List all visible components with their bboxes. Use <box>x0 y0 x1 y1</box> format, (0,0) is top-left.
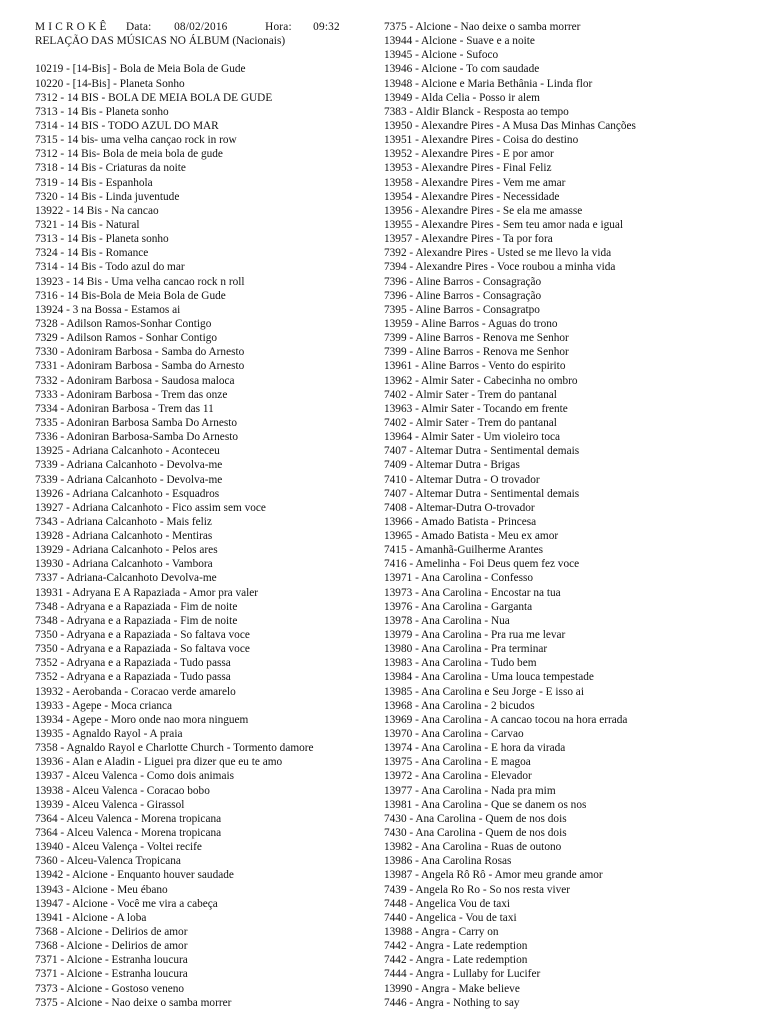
song-entry: 13930 - Adriana Calcanhoto - Vambora <box>35 558 213 571</box>
song-entry: 7339 - Adriana Calcanhoto - Devolva-me <box>35 473 223 486</box>
song-entry: 7375 - Alcione - Nao deixe o samba morrer <box>384 21 581 33</box>
report-header <box>35 20 340 34</box>
song-entry: 13980 - Ana Carolina - Pra terminar <box>384 643 548 656</box>
song-entry: 7446 - Angra - Nothing to say <box>384 996 520 1009</box>
song-entry: 13961 - Aline Barros - Vento do espirito <box>384 360 566 373</box>
song-entry: 13969 - Ana Carolina - A cancao tocou na hora errada <box>384 713 628 726</box>
song-entry: 7399 - Aline Barros - Renova me Senhor <box>384 332 569 345</box>
song-entry: 13931 - Adryana E A Rapaziada - Amor pra valer <box>35 586 259 599</box>
song-entry: 13929 - Adriana Calcanhoto - Pelos ares <box>35 544 218 557</box>
song-entry: 7321 - 14 Bis - Natural <box>35 218 140 231</box>
left-column <box>35 20 340 1010</box>
song-entry: 13959 - Aline Barros - Aguas do trono <box>384 317 558 330</box>
right-column <box>384 20 636 1010</box>
song-entry: 7364 - Alceu Valenca - Morena tropicana <box>35 827 222 840</box>
song-entry: 13977 - Ana Carolina - Nada pra mim <box>384 784 556 797</box>
song-entry: 7360 - Alceu-Valenca Tropicana <box>35 855 181 868</box>
song-entry: 7316 - 14 Bis-Bola de Meia Bola de Gude <box>35 289 226 302</box>
song-entry: 7368 - Alcione - Delirios de amor <box>35 926 188 938</box>
song-entry: 13926 - Adriana Calcanhoto - Esquadros <box>35 487 220 500</box>
song-entry: 7352 - Adryana e a Rapaziada - Tudo passa <box>35 671 231 684</box>
song-entry: 7399 - Aline Barros - Renova me Senhor <box>384 346 569 359</box>
song-entry: 7442 - Angra - Late redemption <box>384 954 528 967</box>
song-entry: 13968 - Ana Carolina - 2 bicudos <box>384 699 535 712</box>
song-entry: 7313 - 14 Bis - Planeta sonho <box>35 105 169 118</box>
song-entry: 13988 - Angra - Carry on <box>384 926 499 938</box>
song-entry: 13946 - Alcione - To com saudade <box>384 63 540 76</box>
time-label: Hora: <box>265 21 292 33</box>
song-entry: 7430 - Ana Carolina - Quem de nos dois <box>384 827 567 840</box>
song-entry: 13940 - Alceu Valença - Voltei recife <box>35 841 202 854</box>
song-entry: 7343 - Adriana Calcanhoto - Mais feliz <box>35 515 212 528</box>
song-entry: 13935 - Agnaldo Rayol - A praia <box>35 728 183 741</box>
song-entry: 7350 - Adryana e a Rapaziada - So faltava voce <box>35 629 250 642</box>
song-entry: 7314 - 14 BIS - TODO AZUL DO MAR <box>35 119 219 132</box>
song-entry: 7339 - Adriana Calcanhoto - Devolva-me <box>35 459 223 472</box>
song-entry: 7407 - Altemar Dutra - Sentimental demais <box>384 445 580 458</box>
song-entry: 7314 - 14 Bis - Todo azul do mar <box>35 261 185 274</box>
song-entry: 13936 - Alan e Aladin - Liguei pra dizer que eu te amo <box>35 756 283 769</box>
song-entry: 13954 - Alexandre Pires - Necessidade <box>384 190 560 203</box>
song-entry: 13972 - Ana Carolina - Elevador <box>384 770 532 783</box>
song-entry: 13970 - Ana Carolina - Carvao <box>384 728 524 741</box>
song-entry: 7392 - Alexandre Pires - Usted se me llevo la vida <box>384 247 612 260</box>
song-entry: 13949 - Alda Celia - Posso ir alem <box>384 91 540 104</box>
song-entry: 7348 - Adryana e a Rapaziada - Fim de noite <box>35 600 238 613</box>
song-entry: 7383 - Aldir Blanck - Resposta ao tempo <box>384 105 569 118</box>
song-entry: 7324 - 14 Bis - Romance <box>35 247 149 260</box>
song-entry: 13983 - Ana Carolina - Tudo bem <box>384 657 537 670</box>
song-entry: 7312 - 14 Bis- Bola de meia bola de gude <box>35 148 223 161</box>
song-entry: 13928 - Adriana Calcanhoto - Mentiras <box>35 530 213 543</box>
song-entry: 13963 - Almir Sater - Tocando em frente <box>384 402 568 415</box>
song-entry: 7394 - Alexandre Pires - Voce roubou a minha vida <box>384 261 616 274</box>
song-entry: 7409 - Altemar Dutra - Brigas <box>384 459 520 472</box>
song-entry: 13971 - Ana Carolina - Confesso <box>384 572 534 585</box>
song-entry: 13957 - Alexandre Pires - Ta por fora <box>384 233 553 246</box>
song-entry: 13953 - Alexandre Pires - Final Feliz <box>384 162 552 175</box>
song-entry: 7364 - Alceu Valenca - Morena tropicana <box>35 812 222 825</box>
song-entry: 7368 - Alcione - Delirios de amor <box>35 940 188 953</box>
song-entry: 13981 - Ana Carolina - Que se danem os nos <box>384 798 587 811</box>
song-entry: 7331 - Adoniram Barbosa - Samba do Arnesto <box>35 360 245 373</box>
left-song-list <box>35 62 340 1009</box>
song-entry: 7407 - Altemar Dutra - Sentimental demais <box>384 487 580 500</box>
date-label: Data: <box>126 21 152 33</box>
song-entry: 13942 - Alcione - Enquanto houver saudade <box>35 869 234 882</box>
song-entry: 13962 - Almir Sater - Cabecinha no ombro <box>384 374 578 387</box>
song-entry: 13924 - 3 na Bossa - Estamos ai <box>35 303 181 316</box>
song-entry: 13990 - Angra - Make believe <box>384 982 520 995</box>
song-entry: 13985 - Ana Carolina e Seu Jorge - E isso ai <box>384 685 584 698</box>
song-entry: 13933 - Agepe - Moca crianca <box>35 699 173 712</box>
song-entry: 13951 - Alexandre Pires - Coisa do destino <box>384 134 579 147</box>
song-entry: 7375 - Alcione - Nao deixe o samba morrer <box>35 996 232 1009</box>
song-entry: 13955 - Alexandre Pires - Sem teu amor nada e igual <box>384 218 624 231</box>
song-entry: 7352 - Adryana e a Rapaziada - Tudo passa <box>35 657 231 670</box>
song-entry: 13958 - Alexandre Pires - Vem me amar <box>384 176 566 189</box>
song-entry: 13934 - Agepe - Moro onde nao mora ninguem <box>35 713 249 726</box>
brand: M I C R O K Ê <box>35 21 107 33</box>
time-value: 09:32 <box>313 21 340 33</box>
song-entry: 7348 - Adryana e a Rapaziada - Fim de noite <box>35 614 238 627</box>
song-entry: 13986 - Ana Carolina Rosas <box>384 855 512 868</box>
song-entry: 13937 - Alceu Valenca - Como dois animais <box>35 770 235 783</box>
song-entry: 13987 - Angela Rô Rô - Amor meu grande amor <box>384 869 603 882</box>
song-entry: 7350 - Adryana e a Rapaziada - So faltava voce <box>35 643 250 656</box>
song-entry: 7440 - Angelica - Vou de taxi <box>384 911 517 924</box>
song-entry: 7373 - Alcione - Gostoso veneno <box>35 982 185 995</box>
song-entry: 13947 - Alcione - Você me vira a cabeça <box>35 897 218 910</box>
song-entry: 7416 - Amelinha - Foi Deus quem fez voce <box>384 558 580 571</box>
song-entry: 7396 - Aline Barros - Consagração <box>384 275 542 288</box>
right-song-list <box>384 20 636 1010</box>
song-entry: 7395 - Aline Barros - Consagratpo <box>384 303 540 316</box>
song-entry: 13975 - Ana Carolina - E magoa <box>384 756 531 769</box>
song-entry: 13943 - Alcione - Meu ébano <box>35 883 168 896</box>
song-entry: 7336 - Adoniran Barbosa-Samba Do Arnesto <box>35 431 238 444</box>
song-entry: 13944 - Alcione - Suave e a noite <box>384 35 535 48</box>
song-entry: 13948 - Alcione e Maria Bethânia - Linda flor <box>384 77 593 90</box>
spacer <box>35 48 340 62</box>
song-entry: 7320 - 14 Bis - Linda juventude <box>35 190 180 203</box>
song-entry: 7333 - Adoniram Barbosa - Trem das onze <box>35 388 228 401</box>
song-entry: 7335 - Adoniran Barbosa Samba Do Arnesto <box>35 416 238 429</box>
song-entry: 7315 - 14 bis- uma velha cançao rock in row <box>35 134 237 147</box>
song-entry: 13927 - Adriana Calcanhoto - Fico assim sem voce <box>35 501 266 514</box>
song-entry: 13939 - Alceu Valenca - Girassol <box>35 798 185 811</box>
song-entry: 13974 - Ana Carolina - E hora da virada <box>384 742 566 755</box>
song-entry: 7410 - Altemar Dutra - O trovador <box>384 473 540 486</box>
song-entry: 13973 - Ana Carolina - Encostar na tua <box>384 586 561 599</box>
song-entry: 13941 - Alcione - A loba <box>35 911 147 924</box>
song-entry: 13979 - Ana Carolina - Pra rua me levar <box>384 629 566 642</box>
song-entry: 7358 - Agnaldo Rayol e Charlotte Church - Tormento damore <box>35 742 314 755</box>
song-entry: 7332 - Adoniram Barbosa - Saudosa maloca <box>35 374 235 387</box>
song-entry: 13950 - Alexandre Pires - A Musa Das Minhas Canções <box>384 119 636 132</box>
song-entry: 13932 - Aerobanda - Coracao verde amarelo <box>35 685 236 698</box>
song-entry: 13982 - Ana Carolina - Ruas de outono <box>384 841 562 854</box>
song-entry: 13925 - Adriana Calcanhoto - Aconteceu <box>35 445 220 458</box>
song-entry: 13978 - Ana Carolina - Nua <box>384 614 510 627</box>
song-entry: 7318 - 14 Bis - Criaturas da noite <box>35 162 186 175</box>
song-entry: 7408 - Altemar-Dutra O-trovador <box>384 501 535 514</box>
song-entry: 13965 - Amado Batista - Meu ex amor <box>384 530 559 543</box>
song-entry: 13938 - Alceu Valenca - Coracao bobo <box>35 784 210 797</box>
song-entry: 7313 - 14 Bis - Planeta sonho <box>35 233 169 246</box>
song-entry: 7312 - 14 BIS - BOLA DE MEIA BOLA DE GUDE <box>35 91 273 104</box>
song-entry: 7330 - Adoniram Barbosa - Samba do Arnesto <box>35 346 245 359</box>
song-entry: 7371 - Alcione - Estranha loucura <box>35 954 188 967</box>
song-entry: 10220 - [14-Bis] - Planeta Sonho <box>35 77 185 90</box>
song-entry: 13923 - 14 Bis - Uma velha cancao rock n roll <box>35 275 245 288</box>
song-entry: 13956 - Alexandre Pires - Se ela me amasse <box>384 204 583 217</box>
song-entry: 7402 - Almir Sater - Trem do pantanal <box>384 388 557 401</box>
song-entry: 13984 - Ana Carolina - Uma louca tempestade <box>384 671 594 684</box>
song-entry: 13966 - Amado Batista - Princesa <box>384 515 537 528</box>
song-entry: 7337 - Adriana-Calcanhoto Devolva-me <box>35 572 217 585</box>
song-entry: 13976 - Ana Carolina - Garganta <box>384 600 533 613</box>
page-title: RELAÇÃO DAS MÚSICAS NO ÁLBUM (Nacionais) <box>35 35 286 48</box>
song-entry: 7396 - Aline Barros - Consagração <box>384 289 542 302</box>
song-entry: 13964 - Almir Sater - Um violeiro toca <box>384 431 561 444</box>
song-entry: 7442 - Angra - Late redemption <box>384 940 528 953</box>
song-entry: 13945 - Alcione - Sufoco <box>384 49 499 62</box>
song-entry: 7328 - Adilson Ramos-Sonhar Contigo <box>35 317 212 330</box>
song-entry: 7334 - Adoniran Barbosa - Trem das 11 <box>35 402 214 415</box>
song-entry: 7402 - Almir Sater - Trem do pantanal <box>384 416 557 429</box>
song-entry: 7444 - Angra - Lullaby for Lucifer <box>384 968 541 981</box>
song-entry: 13952 - Alexandre Pires - E por amor <box>384 148 554 161</box>
song-entry: 7319 - 14 Bis - Espanhola <box>35 176 153 189</box>
song-entry: 7371 - Alcione - Estranha loucura <box>35 968 188 981</box>
song-entry: 7415 - Amanhã-Guilherme Arantes <box>384 544 544 557</box>
song-entry: 7439 - Angela Ro Ro - So nos resta viver <box>384 883 571 896</box>
song-entry: 7448 - Angelica Vou de taxi <box>384 897 511 910</box>
date-value: 08/02/2016 <box>174 21 228 33</box>
song-entry: 7430 - Ana Carolina - Quem de nos dois <box>384 812 567 825</box>
song-entry: 13922 - 14 Bis - Na cancao <box>35 204 159 217</box>
song-entry: 7329 - Adilson Ramos - Sonhar Contigo <box>35 332 218 345</box>
song-entry: 10219 - [14-Bis] - Bola de Meia Bola de Gude <box>35 63 246 76</box>
